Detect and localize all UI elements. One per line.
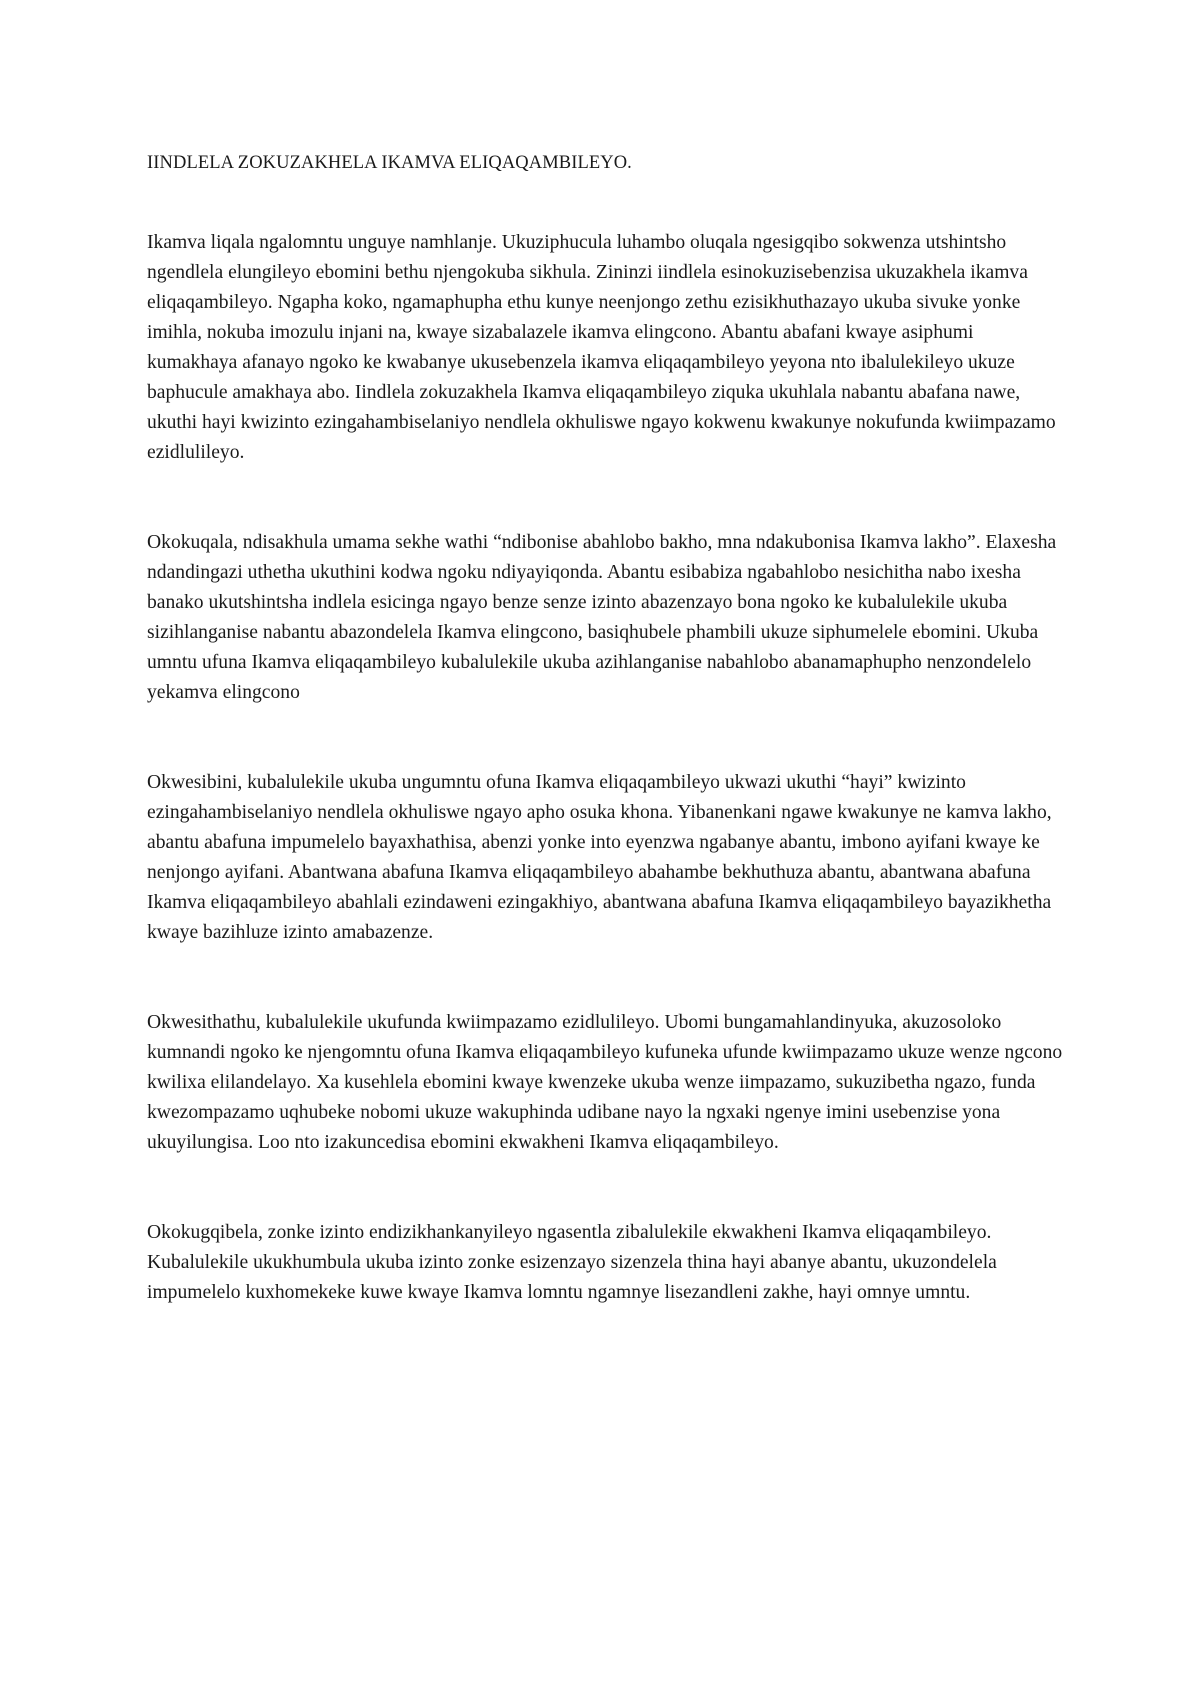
paragraph-conclusion: Okokugqibela, zonke izinto endizikhankanyileyo ngasentla zibalulekile ekwakheni Ikamva eliqaqambileyo. Kubalulekile ukukhumbula ukuba izinto zonke esizenzayo sizenzela thina hayi abanye abantu, ukuzondelela impumelelo kuxhomekeke kuwe kwaye Ikamva lomntu ngamnye lisezandleni zakhe, hayi omnye umntu. bbox=[147, 1222, 997, 1303]
document-title: IINDLELA ZOKUZAKHELA IKAMVA ELIQAQAMBILEYO. bbox=[147, 153, 632, 173]
document-body bbox=[147, 148, 1067, 1368]
paragraph-third-point: Okwesithathu, kubalulekile ukufunda kwiimpazamo ezidlulileyo. Ubomi bungamahlandinyuka, akuzosoloko kumnandi ngoko ke njengomntu ofuna Ikamva eliqaqambileyo kufuneka ufunde kwiimpazamo ukuze wenze ngcono kwilixa elilandelayo. Xa kusehlela ebomini kwaye kwenzeke ukuba wenze iimpazamo, sukuzibetha ngazo, funda kwezompazamo uqhubeke nobomi ukuze wakuphinda udibane nayo la ngxaki ngenye imini usebenzise yona ukuyilungisa. Loo nto izakuncedisa ebomini ekwakheni Ikamva eliqaqambileyo. bbox=[147, 1012, 1063, 1153]
paragraph-second-point: Okwesibini, kubalulekile ukuba ungumntu ofuna Ikamva eliqaqambileyo ukwazi ukuthi “hayi” kwizinto ezingahambiselaniyo nendlela okhuliswe ngayo apho osuka khona. Yibanenkani ngawe kwakunye ne kamva lakho, abantu abafuna impumelelo bayaxhathisa, abenzi yonke into eyenzwa ngabanye abantu, imbono ayifani kwaye ke nenjongo ayifani. Abantwana abafuna Ikamva eliqaqambileyo abahambe bekhuthuza abantu, abantwana abafuna Ikamva eliqaqambileyo abahlali ezindaweni ezingakhiyo, abantwana abafuna Ikamva eliqaqambileyo bayazikhetha kwaye bazihluze izinto amabazenze. bbox=[147, 772, 1052, 943]
paragraph-intro: Ikamva liqala ngalomntu unguye namhlanje. Ukuziphucula luhambo oluqala ngesigqibo sokwenza utshintsho ngendlela elungileyo ebomini bethu njengokuba sikhula. Zininzi iindlela esinokuzisebenzisa ukuzakhela ikamva eliqaqambileyo. Ngapha koko, ngamaphupha ethu kunye neenjongo zethu ezisikhuthazayo ukuba sivuke yonke imihla, nokuba imozulu injani na, kwaye sizabalazele ikamva elingcono. Abantu abafani kwaye asiphumi kumakhaya afanayo ngoko ke kwabanye ukusebenzela ikamva eliqaqambileyo yeyona nto ibalulekileyo ukuze baphucule amakhaya abo. Iindlela zokuzakhela Ikamva eliqaqambileyo ziquka ukuhlala nabantu abafana nawe, ukuthi hayi kwizinto ezingahambiselaniyo nendlela okhuliswe ngayo kokwenu kwakunye nokufunda kwiimpazamo ezidlulileyo. bbox=[147, 232, 1056, 463]
paragraph-first-point: Okokuqala, ndisakhula umama sekhe wathi “ndibonise abahlobo bakho, mna ndakubonisa Ikamva lakho”. Elaxesha ndandingazi uthetha ukuthini kodwa ngoku ndiyayiqonda. Abantu esibabiza ngabahlobo nesichitha nabo ixesha banako ukutshintsha indlela esicinga ngayo benze senze izinto abazenzayo bona ngoko ke kubalulekile ukuba sizihlanganise nabantu abazondelela Ikamva elingcono, basiqhubele phambili ukuze siphumelele ebomini. Ukuba umntu ufuna Ikamva eliqaqambileyo kubalulekile ukuba azihlanganise nabahlobo abanamaphupho nenzondelelo yekamva elingcono bbox=[147, 532, 1057, 703]
